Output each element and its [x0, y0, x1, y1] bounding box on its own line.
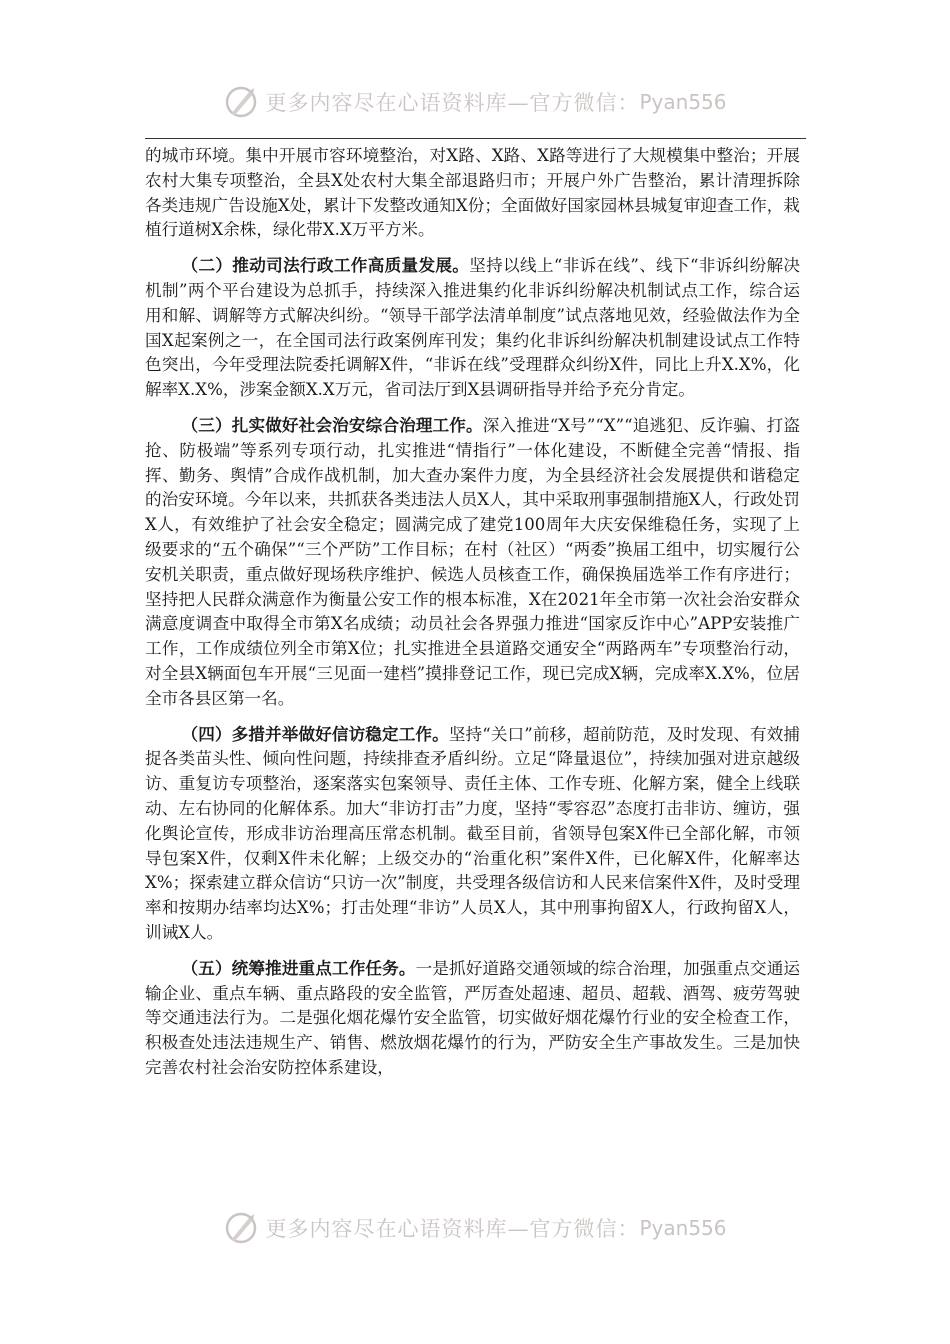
paragraph-1-body: 的城市环境。集中开展市容环境整治，对X路、X路、X路等进行了大规模集中整治；开展农村大集专项整治，全县X处农村大集全部退路归市；开展户外广告整治，累计清理拆除各类违规广告设施X处，累计下发整改通知X份；全面做好国家园林县城复审迎查工作，栽植行道树X余株，绿化带X.X万平方米。 [145, 146, 800, 240]
header-rule [145, 138, 806, 139]
paragraph-2-body: 坚持以线上“非诉在线”、线下“非诉纠纷解决机制”两个平台建设为总抓手，持续深入推进集约化非诉纠纷解决机制试点工作，综合运用和解、调解等方式解决纠纷。“领导干部学法清单制度”试点落地见效，经验做法作为全国X起案例之一，在全国司法行政案例库刊发；集约化非诉纠纷解决机制建设试点工作特色突出，今年受理法院委托调解X件，“非诉在线”受理群众纠纷X件，同比上升X.X%，化解率X.X%，涉案金额X.X万元，省司法厅到X县调研指导并给予充分肯定。 [145, 256, 801, 400]
watermark-banner-top [0, 82, 950, 122]
watermark-banner-bottom [0, 1208, 950, 1248]
watermark-text-id: Pyan556 [639, 90, 727, 114]
paragraph-3 [145, 413, 800, 712]
quill-pen-circle-icon [223, 1210, 259, 1246]
paragraph-3-body: 深入推进“X号”“X”“追逃犯、反诈骗、打盗抢、防极端”等系列专项行动，扎实推进“情指行”一体化建设，不断健全完善“情报、指挥、勤务、舆情”合成作战机制，加大查办案件力度，为全县经济社会发展提供和谐稳定的治安环境。今年以来，共抓获各类违法人员X人，其中采取刑事强制措施X人，行政处罚X人，有效维护了社会安全稳定；圆满完成了建党100周年大庆安保维稳任务，实现了上级要求的“五个确保”“三个严防”工作目标；在村（社区）“两委”换届工组中，切实履行公安机关职责，重点做好现场秩序维护、候选人员核查工作，确保换届选举工作有序进行；坚持把人民群众满意作为衡量公安工作的根本标准，X在2021年全市第一次社会治安群众满意度调查中取得全市第X名成绩；动员社会各界强力推进“国家反诈中心”APP安装推广工作，工作成绩位列全市第X位；扎实推进全县道路交通安全“两路两车”专项整治行动，对全县X辆面包车开展“三见面一建档”摸排登记工作，现已完成X辆，完成率X.X%，位居全市各县区第一名。 [145, 415, 801, 708]
paragraph-4-body: 坚持“关口”前移，超前防范，及时发现、有效捕捉各类苗头性、倾向性问题，持续排查矛盾纠纷。立足“降量退位”，持续加强对进京越级访、重复访专项整治，逐案落实包案领导、责任主体、工作专班、化解方案，健全上线联动、左右协同的化解体系。加大“非访打击”力度，坚持“零容忍”态度打击非访、缠访，强化舆论宣传，形成非访治理高压常态机制。截至目前，省领导包案X件已全部化解，市领导包案X件，仅剩X件未化解；上级交办的“治重化积”案件X件，已化解X件，化解率达X%；探索建立群众信访“只访一次”制度，共受理各级信访和人民来信案件X件，及时受理率和按期办结率均达X%；打击处理“非访”人员X人，其中刑事拘留X人，行政拘留X人，训诫X人。 [145, 724, 801, 942]
quill-pen-circle-icon [223, 84, 259, 120]
paragraph-2 [145, 253, 800, 403]
paragraph-4-heading: （四）多措并举做好信访稳定工作。 [181, 723, 449, 744]
paragraph-2-heading: （二）推动司法行政工作高质量发展。 [181, 255, 470, 276]
paragraph-4 [145, 722, 800, 946]
paragraph-3-heading: （三）扎实做好社会治安综合治理工作。 [181, 414, 483, 435]
paragraph-5-heading: （五）统筹推进重点工作任务。 [181, 957, 416, 978]
paragraph-1 [145, 144, 800, 243]
watermark-text-cn: 更多内容尽在心语资料库—官方微信： [265, 91, 640, 115]
document-body [145, 144, 800, 1091]
watermark-text-id-bottom: Pyan556 [639, 1216, 727, 1240]
paragraph-5-body: 一是抓好道路交通领域的综合治理，加强重点交通运输企业、重点车辆、重点路段的安全监管，严厉查处超速、超员、超载、酒驾、疲劳驾驶等交通违法行为。二是强化烟花爆竹安全监管，切实做好烟花爆竹行业的安全检查工作，积极查处违法违规生产、销售、燃放烟花爆竹的行为，严防安全生产事故发生。三是加快完善农村社会治安防控体系建设， [145, 958, 801, 1077]
watermark-text-cn-bottom: 更多内容尽在心语资料库—官方微信： [265, 1217, 640, 1241]
paragraph-5 [145, 956, 800, 1081]
